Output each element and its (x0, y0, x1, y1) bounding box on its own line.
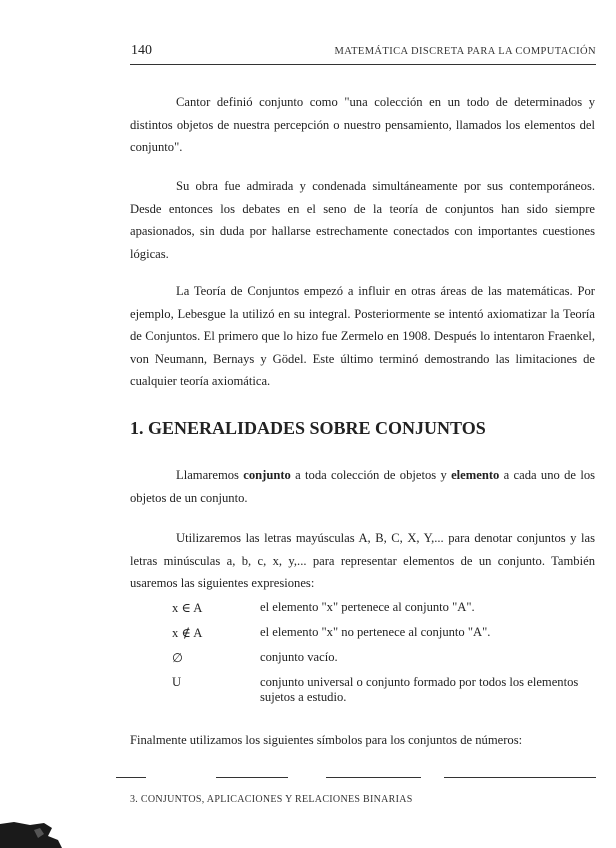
symbol-not-belongs-meaning: el elemento "x" no pertenece al conjunto "A". (260, 625, 491, 639)
paragraph-contemporaries: Su obra fue admirada y condenada simultáneamente por sus contemporáneos. Desde entonces los debates en el seno de la teoría de conjuntos han sido siempre apasionados, sin duda por hallarse estrechamente conectados con importantes cuestiones lógicas. (130, 179, 595, 261)
symbol-not-belongs: x ∉ A (172, 626, 203, 640)
section-heading: 1. GENERALIDADES SOBRE CONJUNTOS (130, 418, 486, 438)
paragraph-notation: Utilizaremos las letras mayúsculas A, B, C, X, Y,... para denotar conjuntos y las letras minúsculas a, b, c, x, y,... para representar elementos de un conjunto. También usaremos las siguientes expresiones: (130, 531, 595, 590)
symbol-row-empty-set (172, 650, 596, 665)
paragraph-number-sets: Finalmente utilizamos los siguientes símbolos para los conjuntos de números: (130, 733, 523, 747)
running-header: MATEMÁTICA DISCRETA PARA LA COMPUTACIÓN (334, 46, 596, 57)
footer-chapter-title: 3. CONJUNTOS, APLICACIONES Y RELACIONES BINARIAS (130, 794, 413, 805)
footer-rules (0, 777, 616, 779)
definition-text-1: Llamaremos (176, 468, 244, 482)
header-rule (130, 64, 596, 65)
term-conjunto: conjunto (243, 468, 291, 482)
symbol-row-universal-set (172, 675, 596, 705)
paragraph-definition (130, 464, 595, 509)
symbol-row-not-belongs (172, 625, 596, 640)
symbol-universal-set: U (172, 675, 182, 689)
symbol-empty-set-meaning: conjunto vacío. (260, 650, 338, 664)
symbol-empty-set: ∅ (172, 651, 183, 665)
symbol-universal-set-meaning: conjunto universal o conjunto formado por todos los elementos sujetos a estudio. (260, 675, 579, 704)
definition-text-3: a cada uno de los objetos de un conjunto. (130, 468, 596, 505)
paragraph-cantor-definition: Cantor definió conjunto como "una colección en un todo de determinados y distintos objetos de nuestra percepción o nuestro pensamiento, llamados los elementos del conjunto". (130, 95, 595, 154)
definition-text-2: a toda colección de objetos y (290, 468, 452, 482)
symbol-row-belongs (172, 600, 596, 615)
scan-smudge (0, 818, 62, 848)
term-elemento: elemento (451, 468, 500, 482)
symbol-list (172, 600, 596, 705)
page-number: 140 (131, 43, 152, 58)
symbol-belongs-meaning: el elemento "x" pertenece al conjunto "A". (260, 600, 475, 614)
symbol-belongs: x ∈ A (172, 601, 203, 615)
paragraph-set-theory-influence: La Teoría de Conjuntos empezó a influir en otras áreas de las matemáticas. Por ejemplo, Lebesgue la utilizó en su integral. Posteriormente se intentó axiomatizar la Teoría de Conjuntos. El primero que lo hizo fue Zermelo en 1908. Después lo intentaron Fraenkel, von Neumann, Bernays y Gödel. Este último terminó demostrando las limitaciones de cualquier teoría axiomática. (130, 284, 595, 388)
